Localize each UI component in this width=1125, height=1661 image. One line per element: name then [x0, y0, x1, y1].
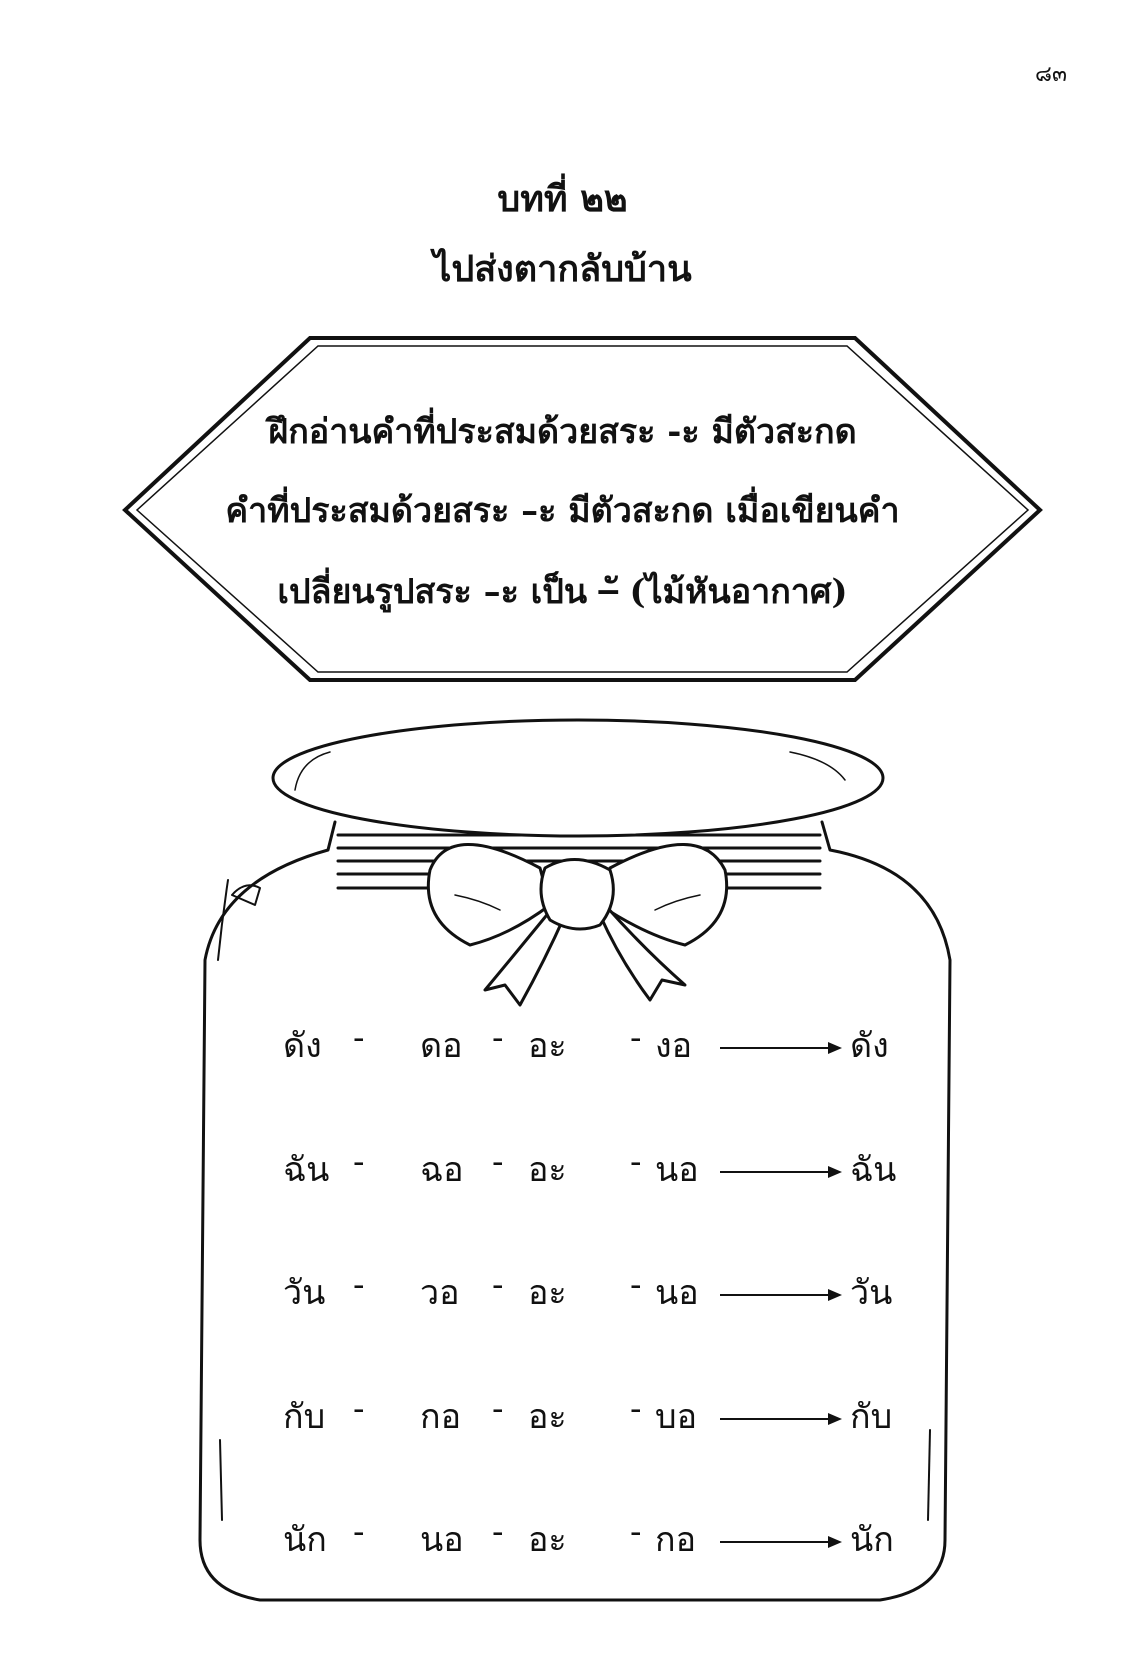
word: ฉัน [283, 1150, 330, 1190]
separator: - [630, 1018, 642, 1058]
vowel: อะ [528, 1273, 567, 1313]
page-number: ๘๓ [1035, 62, 1068, 87]
result-word: ดัง [850, 1026, 889, 1066]
initial-consonant: กอ [420, 1397, 462, 1437]
jar-row [0, 1018, 1125, 1068]
separator: - [353, 1265, 365, 1305]
arrow-icon [720, 1038, 845, 1058]
word: นัก [283, 1520, 327, 1560]
vowel: อะ [528, 1150, 567, 1190]
separator: - [353, 1389, 365, 1429]
vowel: อะ [528, 1026, 567, 1066]
result-word: กับ [850, 1397, 893, 1437]
initial-consonant: นอ [420, 1520, 464, 1560]
result-word: ฉัน [850, 1150, 897, 1190]
result-word: วัน [850, 1273, 893, 1313]
separator: - [353, 1018, 365, 1058]
arrow-icon [720, 1285, 845, 1305]
jar-row [0, 1142, 1125, 1192]
separator: - [630, 1512, 642, 1552]
jar-row [0, 1389, 1125, 1439]
final-consonant: นอ [655, 1273, 699, 1313]
instruction-line-1: ฝึกอ่านคำที่ประสมด้วยสระ -ะ มีตัวสะกด [268, 412, 857, 452]
vowel: อะ [528, 1397, 567, 1437]
arrow-icon [720, 1532, 845, 1552]
result-word: นัก [850, 1520, 894, 1560]
instruction-line-3: เปลี่ยนรูปสระ –ะ เป็น –ั (ไม้หันอากาศ) [277, 572, 848, 612]
instruction-line-2: คำที่ประสมด้วยสระ –ะ มีตัวสะกด เมื่อเขียนคำ [225, 491, 900, 531]
final-consonant: นอ [655, 1150, 699, 1190]
final-consonant: งอ [655, 1026, 693, 1066]
separator: - [492, 1142, 504, 1182]
separator: - [630, 1142, 642, 1182]
final-consonant: บอ [655, 1397, 698, 1437]
separator: - [630, 1389, 642, 1429]
initial-consonant: วอ [420, 1273, 460, 1313]
arrow-icon [720, 1409, 845, 1429]
separator: - [492, 1512, 504, 1552]
word: ดัง [283, 1026, 322, 1066]
separator: - [492, 1018, 504, 1058]
initial-consonant: ฉอ [420, 1150, 464, 1190]
lesson-number: บทที่ ๒๒ [497, 178, 628, 220]
jar-row [0, 1265, 1125, 1315]
word: วัน [283, 1273, 326, 1313]
word: กับ [283, 1397, 326, 1437]
separator: - [353, 1512, 365, 1552]
final-consonant: กอ [655, 1520, 697, 1560]
separator: - [353, 1142, 365, 1182]
separator: - [492, 1389, 504, 1429]
arrow-icon [720, 1162, 845, 1182]
separator: - [492, 1265, 504, 1305]
initial-consonant: ดอ [420, 1026, 463, 1066]
vowel: อะ [528, 1520, 567, 1560]
separator: - [630, 1265, 642, 1305]
jar-row [0, 1512, 1125, 1562]
lesson-title: ไปส่งตากลับบ้าน [433, 248, 692, 290]
